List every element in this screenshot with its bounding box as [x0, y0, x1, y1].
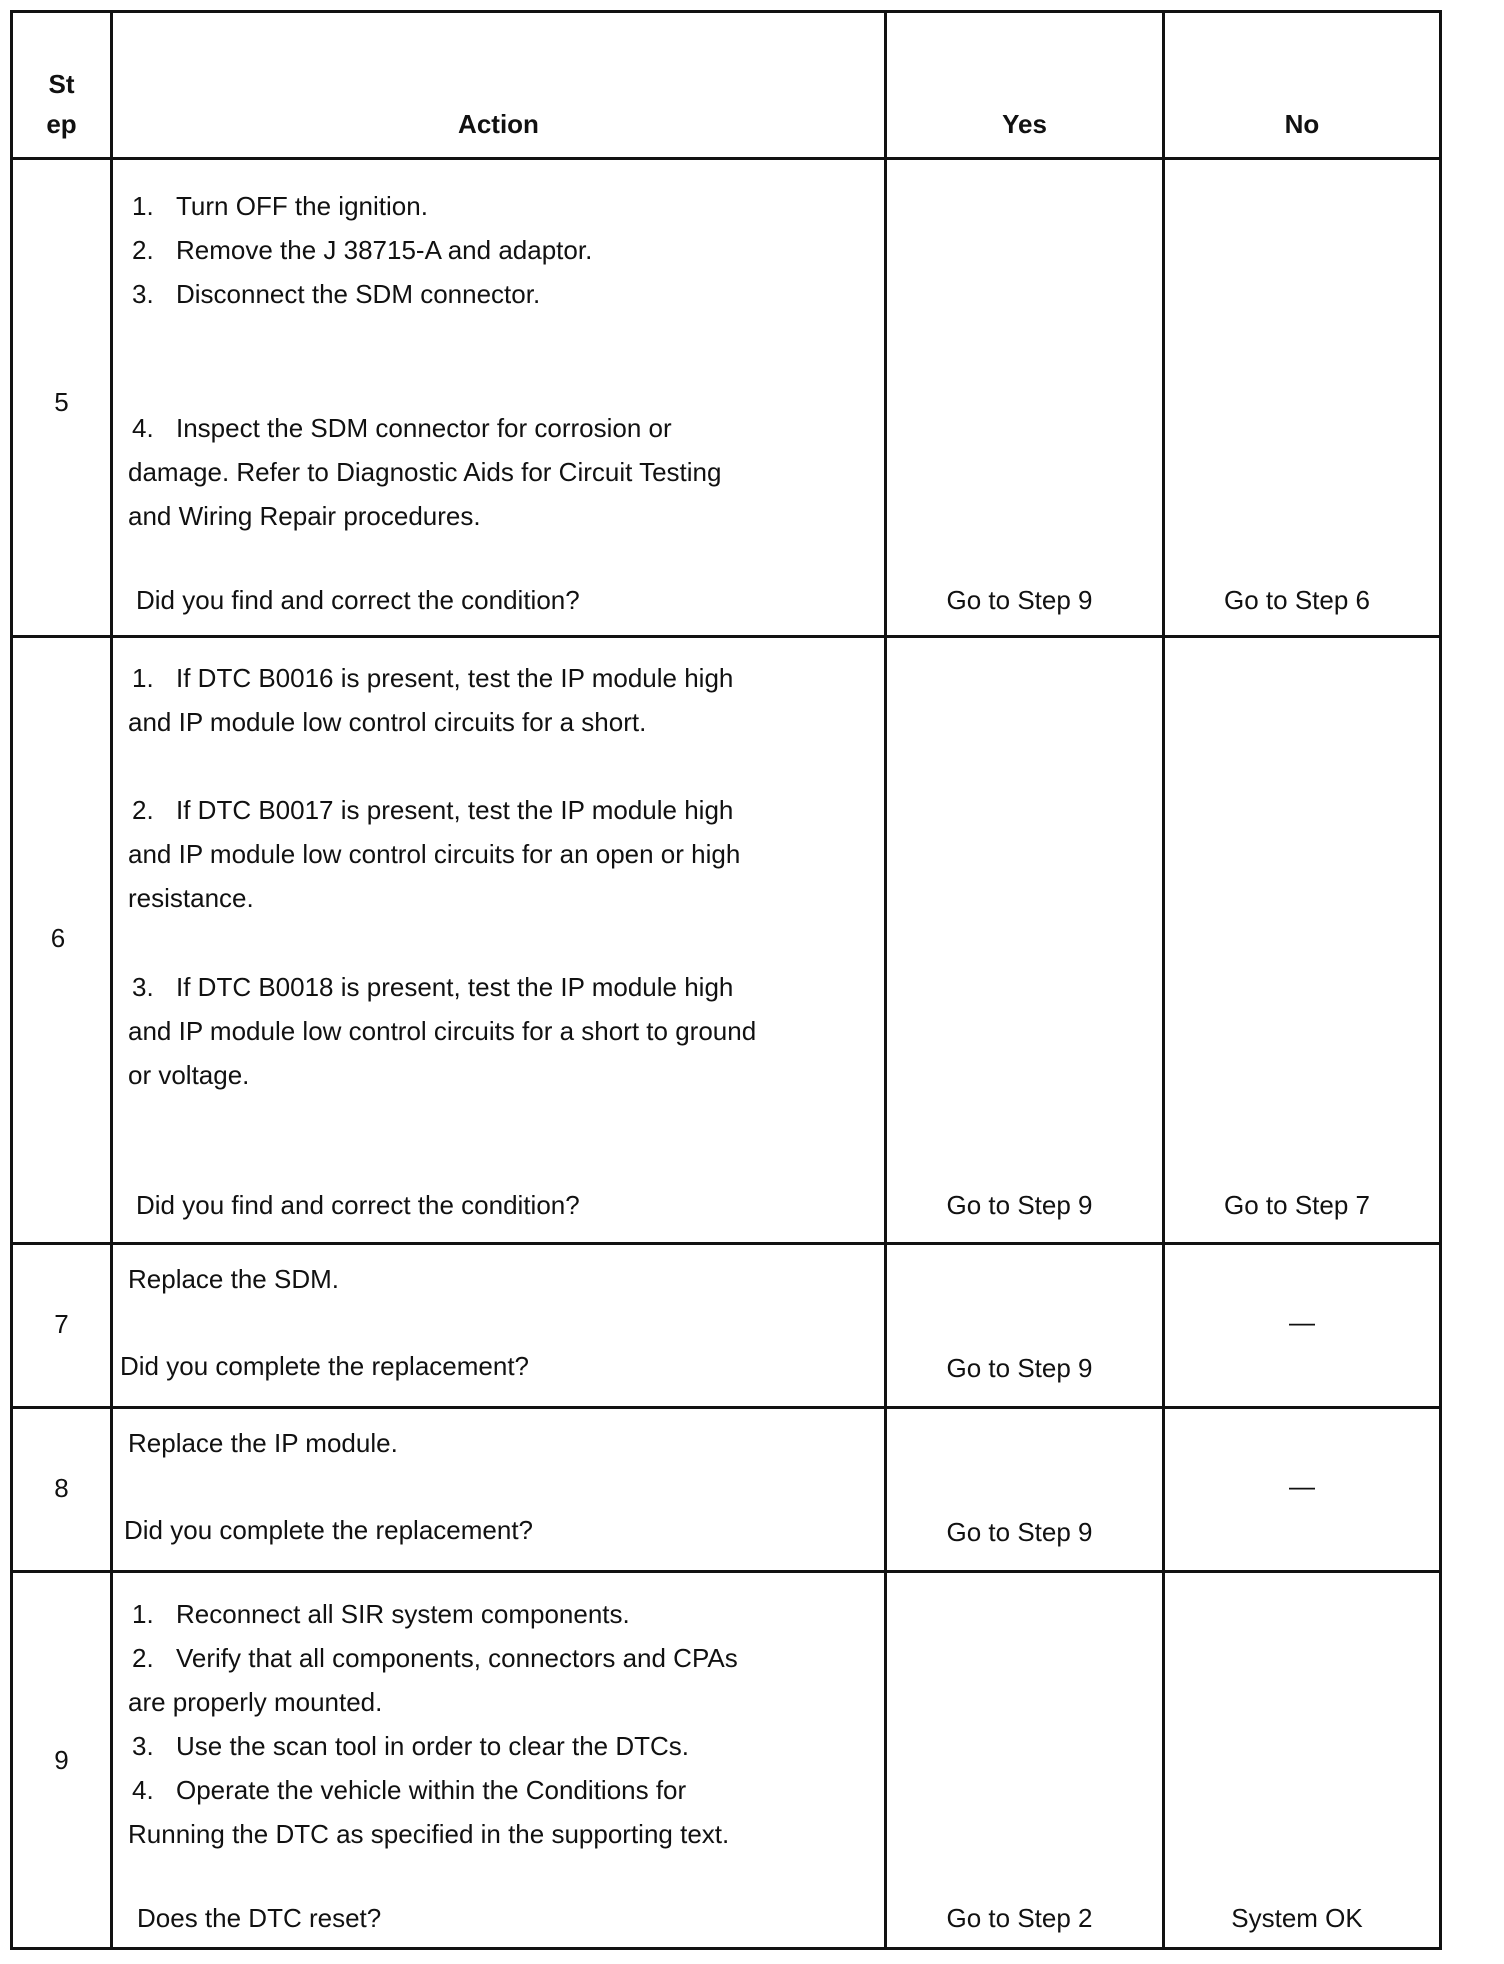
list-item	[132, 965, 733, 1009]
item-number: 1.	[132, 1599, 154, 1629]
header-step-line1: St	[48, 69, 75, 99]
list-item	[132, 406, 672, 450]
header-action: Action	[458, 109, 539, 139]
item-continuation: are properly mounted.	[128, 1687, 383, 1717]
item-continuation: resistance.	[128, 883, 254, 913]
item-number: 1.	[132, 191, 154, 221]
list-item	[132, 1768, 686, 1812]
item-text: Verify that all components, connectors and CPAs	[176, 1643, 738, 1673]
table-border-top	[10, 10, 1442, 13]
list-item	[132, 1636, 738, 1680]
item-text: Operate the vehicle within the Conditions for	[176, 1775, 687, 1805]
item-number: 3.	[132, 972, 154, 1002]
question-text: Did you complete the replacement?	[124, 1515, 534, 1545]
item-number: 3.	[132, 1731, 154, 1761]
list-item	[132, 788, 733, 832]
table-border-left	[10, 10, 13, 1950]
step-number-8: 8	[54, 1473, 69, 1503]
item-number: 2.	[132, 1643, 154, 1673]
item-number: 1.	[132, 663, 154, 693]
question-text: Did you find and correct the condition?	[136, 585, 580, 615]
row-divider-8	[10, 1570, 1442, 1573]
question-text: Did you complete the replacement?	[120, 1351, 530, 1381]
yes-result-9: Go to Step 2	[946, 1903, 1093, 1933]
item-continuation: and Wiring Repair procedures.	[128, 501, 481, 531]
yes-result-8: Go to Step 9	[946, 1517, 1093, 1547]
item-text: Disconnect the SDM connector.	[176, 279, 541, 309]
item-continuation: Running the DTC as specified in the supporting text.	[128, 1819, 730, 1849]
header-step-line2: ep	[46, 109, 77, 139]
header-divider	[10, 157, 1442, 160]
yes-result-7: Go to Step 9	[946, 1353, 1093, 1383]
item-number: 4.	[132, 413, 154, 443]
item-continuation: damage. Refer to Diagnostic Aids for Circuit Testing	[128, 457, 722, 487]
no-result-9: System OK	[1231, 1903, 1363, 1933]
item-continuation: and IP module low control circuits for a short to ground	[128, 1016, 757, 1046]
step-number-6: 6	[50, 923, 66, 953]
item-text: If DTC B0017 is present, test the IP module high	[176, 795, 734, 825]
row-divider-5	[10, 635, 1442, 638]
step-number-9: 9	[54, 1745, 69, 1775]
yes-result-6: Go to Step 9	[946, 1190, 1093, 1220]
item-text: Use the scan tool in order to clear the DTCs.	[176, 1731, 690, 1761]
item-number: 2.	[132, 795, 154, 825]
instruction-text: Replace the IP module.	[128, 1428, 398, 1458]
table-border-right	[1439, 10, 1442, 1950]
list-item	[132, 272, 540, 316]
list-item	[132, 1724, 689, 1768]
item-continuation: or voltage.	[128, 1060, 250, 1090]
step-number-5: 5	[54, 387, 69, 417]
no-result-7: —	[1289, 1307, 1315, 1337]
item-text: If DTC B0018 is present, test the IP module high	[176, 972, 734, 1002]
item-number: 2.	[132, 235, 154, 265]
item-number: 4.	[132, 1775, 154, 1805]
col-divider-yes	[1162, 10, 1165, 1950]
header-step	[13, 64, 110, 144]
item-continuation: and IP module low control circuits for a short.	[128, 707, 647, 737]
item-text: Remove the J 38715-A and adaptor.	[176, 235, 593, 265]
item-text: Reconnect all SIR system components.	[176, 1599, 630, 1629]
list-item	[132, 656, 733, 700]
header-yes: Yes	[1002, 109, 1047, 139]
col-divider-action	[884, 10, 887, 1950]
instruction-text: Replace the SDM.	[128, 1264, 339, 1294]
no-result-6: Go to Step 7	[1224, 1190, 1370, 1220]
list-item	[132, 1592, 630, 1636]
header-no: No	[1284, 109, 1320, 139]
row-divider-7	[10, 1406, 1442, 1409]
no-result-8: —	[1289, 1471, 1315, 1501]
row-divider-6	[10, 1242, 1442, 1245]
item-text: Turn OFF the ignition.	[176, 191, 428, 221]
item-text: Inspect the SDM connector for corrosion or	[176, 413, 672, 443]
item-number: 3.	[132, 279, 154, 309]
table-border-bottom	[10, 1947, 1442, 1950]
step-number-7: 7	[54, 1309, 69, 1339]
yes-result-5: Go to Step 9	[946, 585, 1093, 615]
item-continuation: and IP module low control circuits for an open or high	[128, 839, 741, 869]
question-text: Did you find and correct the condition?	[136, 1190, 580, 1220]
diagnostic-table	[10, 10, 1442, 1950]
item-text: If DTC B0016 is present, test the IP module high	[176, 663, 734, 693]
list-item	[132, 228, 592, 272]
no-result-5: Go to Step 6	[1224, 585, 1370, 615]
question-text: Does the DTC reset?	[137, 1903, 382, 1933]
col-divider-step	[110, 10, 113, 1950]
list-item	[132, 184, 428, 228]
